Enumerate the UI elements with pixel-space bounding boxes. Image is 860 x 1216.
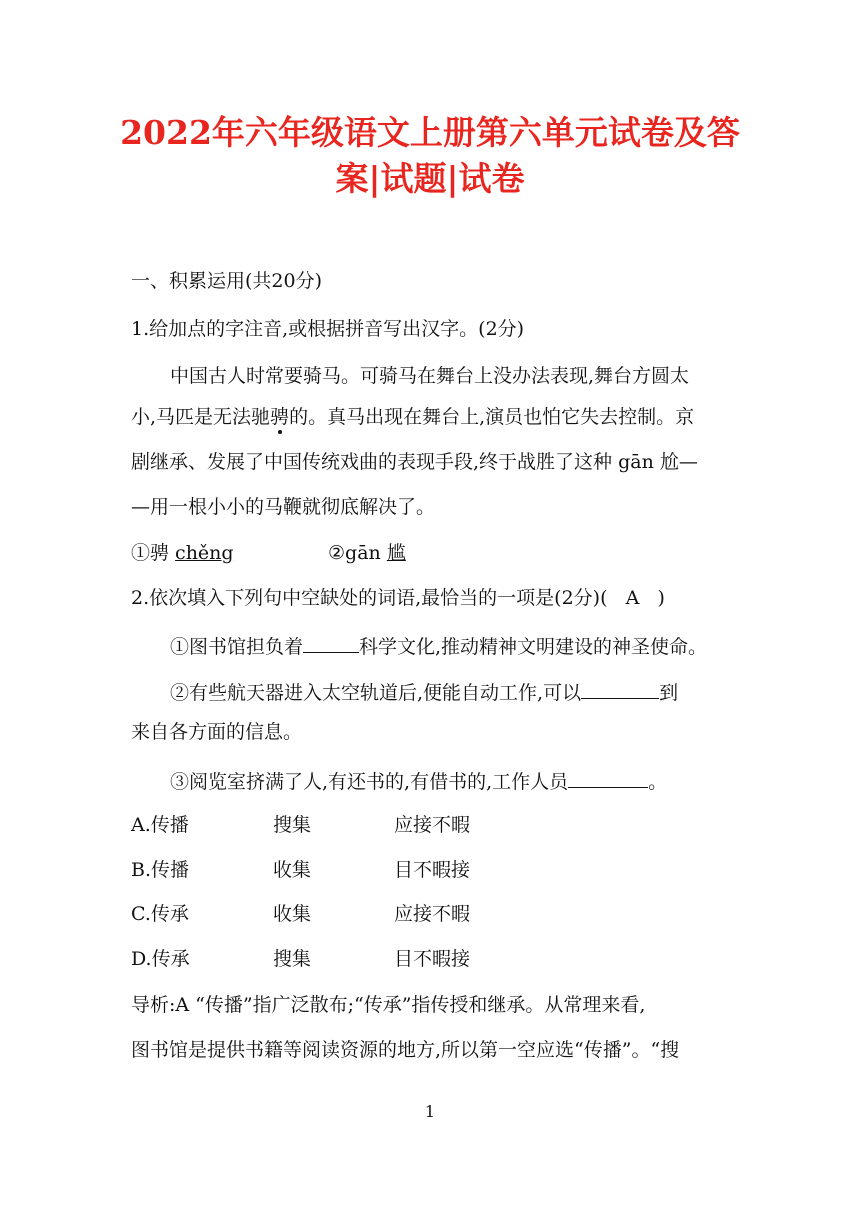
stem-end: ): [657, 587, 665, 609]
option-b-word3: 目不暇接: [394, 859, 471, 881]
option-c-word1: C.传承: [131, 903, 189, 925]
question-1-passage-line2: [131, 402, 694, 432]
option-b-word1: B.传播: [131, 859, 190, 881]
passage-text: 小,马匹是无法驰: [131, 406, 271, 428]
option-c-word2: 收集: [273, 903, 312, 925]
sentence-text: 科学文化,推动精神文明建设的神圣使命。: [359, 636, 708, 658]
option-a-word1: A.传播: [131, 814, 189, 836]
question-2-sentence-2-cont: 来自各方面的信息。: [131, 721, 303, 743]
section-heading: 一、积累运用(共20分): [131, 270, 323, 292]
option-c-word3: 应接不暇: [394, 903, 471, 925]
sentence-text: ②有些航天器进入太空轨道后,便能自动工作,可以: [170, 682, 582, 704]
page-number: 1: [424, 1102, 436, 1121]
analysis-line2: 图书馆是提供书籍等阅读资源的地方,所以第一空应选“传播”。“搜: [131, 1039, 680, 1061]
stem-text: 2.依次填入下列句中空缺处的词语,最恰当的一项是(2分)(: [131, 587, 608, 609]
answer-value: 尴: [386, 542, 406, 564]
question-2-sentence-3: [170, 765, 667, 797]
sentence-text: ③阅览室挤满了人,有还书的,有借书的,工作人员: [170, 771, 569, 793]
document-title-line1: 2022年六年级语文上册第六单元试卷及答: [120, 113, 740, 152]
fill-blank: [581, 676, 659, 699]
option-d-word2: 搜集: [273, 948, 312, 970]
answer-label: ②gān: [328, 542, 387, 564]
analysis-line1: 导析:A “传播”指广泛散布;“传承”指传授和继承。从常理来看,: [131, 994, 646, 1016]
fill-blank: [303, 630, 359, 653]
answer-value: chěng: [175, 542, 234, 564]
option-a-word3: 应接不暇: [394, 814, 471, 836]
answer-label: ①骋: [131, 542, 176, 564]
question-1-answer-2: [328, 538, 406, 568]
option-b-word2: 收集: [273, 859, 312, 881]
option-d-word3: 目不暇接: [394, 948, 471, 970]
option-a-word2: 搜集: [273, 814, 312, 836]
passage-text: 的。真马出现在舞台上,演员也怕它失去控制。京: [289, 406, 695, 428]
fill-blank: [568, 765, 648, 788]
document-title-line2: 案|试题|试卷: [335, 159, 525, 198]
option-d-word1: D.传承: [131, 948, 190, 970]
question-1-stem: 1.给加点的字注音,或根据拼音写出汉字。(2分): [131, 318, 525, 340]
question-2-sentence-1: [170, 630, 707, 662]
question-1-passage-line3: 剧继承、发展了中国传统戏曲的表现手段,终于战胜了这种 gān 尬—: [131, 451, 698, 473]
question-2-stem: [131, 583, 665, 613]
question-2-sentence-2: [170, 676, 678, 708]
question-2-answer: A: [625, 587, 640, 609]
dotted-character: 骋: [270, 406, 290, 428]
sentence-text: 到: [659, 682, 679, 704]
sentence-text: 。: [648, 771, 668, 793]
sentence-text: ①图书馆担负着: [170, 636, 304, 658]
question-1-passage-line4: —用一根小小的马鞭就彻底解决了。: [131, 496, 436, 518]
question-1-passage-line1: 中国古人时常要骑马。可骑马在舞台上没办法表现,舞台方圆太: [170, 365, 690, 387]
question-1-answer-1: [131, 538, 234, 568]
